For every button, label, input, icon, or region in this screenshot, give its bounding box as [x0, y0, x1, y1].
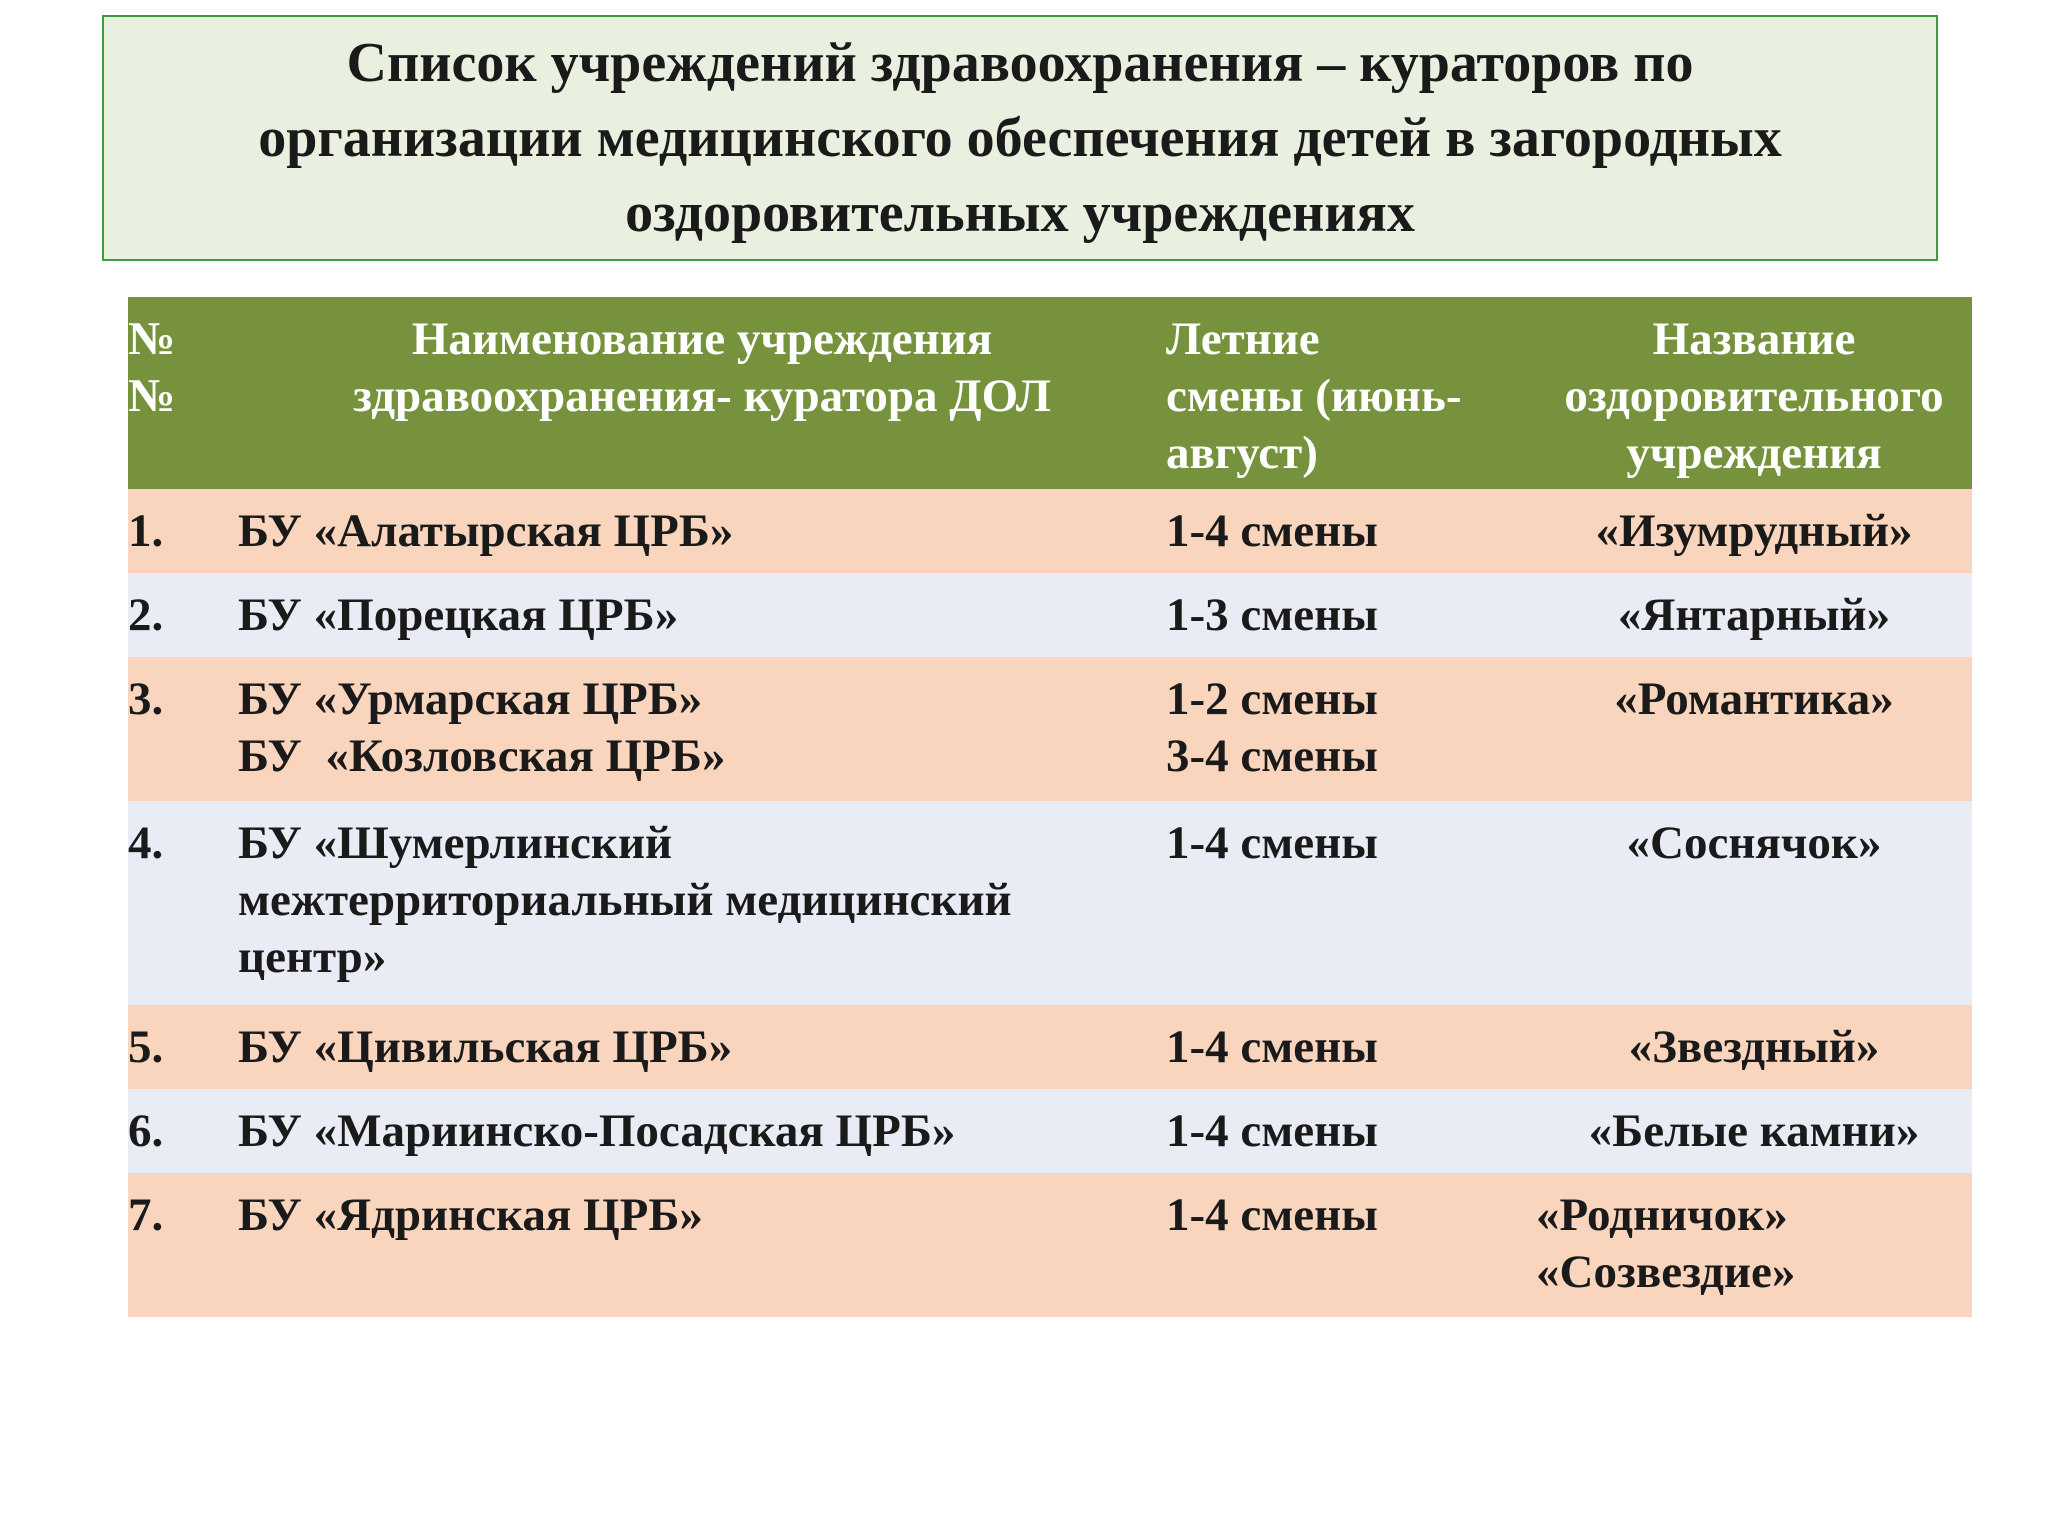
shift-line: 1-4 смены [1166, 1189, 1378, 1241]
shift-line: 1-4 смены [1166, 1105, 1378, 1157]
row-camp [1536, 1005, 1972, 1089]
header-shifts-line: август) [1166, 427, 1318, 479]
row-number: 2. [128, 573, 238, 657]
institution-line: БУ «Порецкая ЦРБ» [238, 589, 679, 641]
row-camp [1536, 573, 1972, 657]
row-shifts [1166, 657, 1536, 801]
row-camp [1536, 1173, 1972, 1317]
header-shifts [1166, 297, 1536, 489]
row-institution [238, 1005, 1166, 1089]
camp-line: «Созвездие» [1536, 1246, 1796, 1298]
camp-line: «Звездный» [1628, 1021, 1880, 1073]
header-institution-line: Наименование учреждения [411, 313, 993, 365]
header-camp-line: оздоровительного [1564, 370, 1944, 422]
row-institution [238, 801, 1166, 1005]
header-camp-line: Название [1652, 313, 1856, 365]
header-institution [238, 297, 1166, 489]
table-row [128, 1089, 1972, 1173]
camp-line: «Изумрудный» [1595, 505, 1913, 557]
camp-line: «Соснячок» [1626, 817, 1882, 869]
shift-line: 1-4 смены [1166, 505, 1378, 557]
shift-line: 3-4 смены [1166, 730, 1378, 782]
row-camp [1536, 1089, 1972, 1173]
institution-line: БУ «Урмарская ЦРБ» [238, 673, 703, 725]
table-row [128, 657, 1972, 801]
shift-line: 1-2 смены [1166, 673, 1378, 725]
row-number: 7. [128, 1173, 238, 1317]
row-institution [238, 1173, 1166, 1317]
row-institution [238, 1089, 1166, 1173]
row-number: 5. [128, 1005, 238, 1089]
header-shifts-line: Летние [1166, 313, 1320, 365]
row-camp [1536, 801, 1972, 1005]
row-shifts [1166, 573, 1536, 657]
camp-line: «Белые камни» [1588, 1105, 1920, 1157]
institution-line: БУ «Цивильская ЦРБ» [238, 1021, 733, 1073]
row-number: 4. [128, 801, 238, 1005]
table-row [128, 1173, 1972, 1317]
row-camp [1536, 489, 1972, 573]
header-institution-line: здравоохранения- куратора ДОЛ [353, 370, 1051, 422]
institution-line: БУ «Ядринская ЦРБ» [238, 1189, 703, 1241]
table-row [128, 1005, 1972, 1089]
table-row [128, 573, 1972, 657]
row-institution [238, 573, 1166, 657]
title-box [102, 15, 1938, 261]
title-line: Список учреждений здравоохранения – кураторов по [346, 31, 1694, 94]
camp-line: «Янтарный» [1617, 589, 1891, 641]
institution-line: межтерриториальный медицинский [238, 874, 1012, 926]
institution-line: БУ «Козловская ЦРБ» [238, 730, 726, 782]
table-header-row [128, 297, 1972, 489]
row-institution [238, 489, 1166, 573]
row-shifts [1166, 1089, 1536, 1173]
table-row [128, 801, 1972, 1005]
title-line: организации медицинского обеспечения детей в загородных [258, 106, 1782, 169]
header-camp [1536, 297, 1972, 489]
row-shifts [1166, 1005, 1536, 1089]
institution-line: центр» [238, 931, 387, 983]
header-number-line: № [128, 313, 176, 365]
row-camp [1536, 657, 1972, 801]
row-number: 1. [128, 489, 238, 573]
table-row [128, 489, 1972, 573]
curators-table [128, 297, 1972, 1317]
title-line: оздоровительных учреждениях [625, 181, 1415, 244]
header-number [128, 297, 238, 489]
row-shifts [1166, 489, 1536, 573]
shift-line: 1-4 смены [1166, 817, 1378, 869]
header-shifts-line: смены (июнь- [1166, 370, 1462, 422]
page-title [110, 26, 1930, 251]
camp-line: «Романтика» [1614, 673, 1894, 725]
row-number: 3. [128, 657, 238, 801]
institution-line: БУ «Алатырская ЦРБ» [238, 505, 734, 557]
institution-line: БУ «Мариинско-Посадская ЦРБ» [238, 1105, 956, 1157]
header-camp-line: учреждения [1626, 427, 1882, 479]
shift-line: 1-4 смены [1166, 1021, 1378, 1073]
institution-line: БУ «Шумерлинский [238, 817, 673, 869]
row-institution [238, 657, 1166, 801]
row-number: 6. [128, 1089, 238, 1173]
header-number-line: № [128, 370, 176, 422]
camp-line: «Родничок» [1536, 1189, 1788, 1241]
row-shifts [1166, 801, 1536, 1005]
row-shifts [1166, 1173, 1536, 1317]
shift-line: 1-3 смены [1166, 589, 1378, 641]
